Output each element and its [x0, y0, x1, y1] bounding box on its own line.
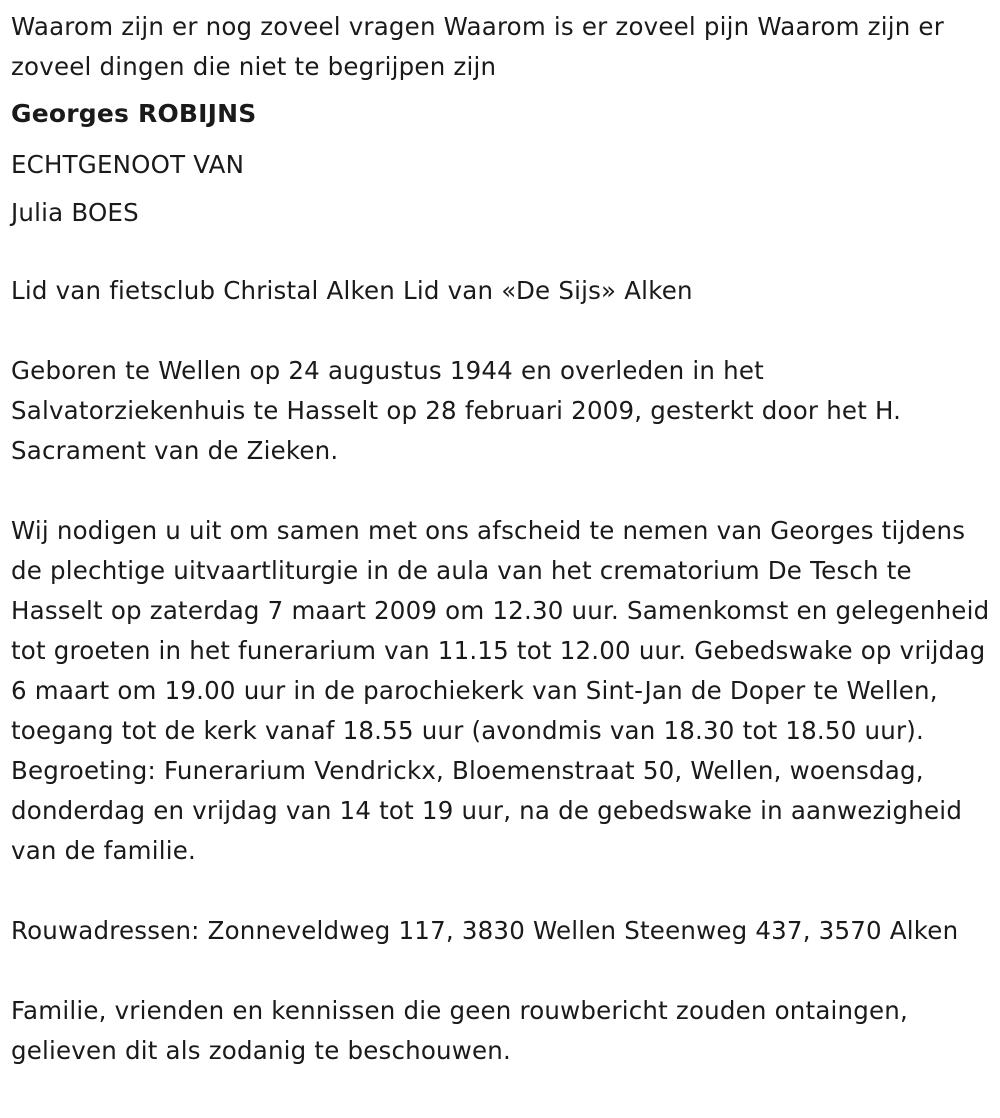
spacer: [11, 871, 990, 911]
invitation-text: Wij nodigen u uit om samen met ons afscheid te nemen van Georges tijdens de plechtige uitvaartliturgie in de aula van het crematorium De Tesch te Hasselt op zaterdag 7 maart 2009 om 12.30 uur. Samenkomst en gelegenheid tot groeten in het funerarium van 11.15 tot 12.00 uur. Gebedswake op vrijdag 6 maart om 19.00 uur in de parochiekerk van Sint-Jan de Doper te Wellen, toegang tot de kerk vanaf 18.55 uur (avondmis van 18.30 tot 18.50 uur). Begroeting: Funerarium Vendrickx, Bloemenstraat 50, Wellen, woensdag, donderdag en vrijdag van 14 tot 19 uur, na de gebedswake in aanwezigheid van de familie.: [11, 516, 990, 865]
deceased-name: Georges ROBIJNS: [11, 99, 257, 128]
memberships-text: Lid van fietsclub Christal Alken Lid van «De Sijs» Alken: [11, 276, 693, 305]
birth-death-text: Geboren te Wellen op 24 augustus 1944 en overleden in het Salvatorziekenhuis te Hasselt op 28 februari 2009, gesterkt door het H. Sacrament van de Zieken.: [11, 356, 902, 465]
spouse-name: Julia BOES: [11, 198, 139, 227]
spacer: [11, 951, 990, 991]
mourning-addresses: Rouwadressen: Zonneveldweg 117, 3830 Wellen Steenweg 437, 3570 Alken: [11, 916, 959, 945]
relation-label: ECHTGENOOT VAN: [11, 150, 245, 179]
spacer: [11, 311, 990, 351]
closing-note: Familie, vrienden en kennissen die geen rouwbericht zouden ontaingen, gelieven dit als zodanig te beschouwen.: [11, 996, 909, 1065]
opening-poem: Waarom zijn er nog zoveel vragen Waarom is er zoveel pijn Waarom zijn er zoveel dingen die niet te begrijpen zijn: [11, 12, 944, 81]
spacer: [11, 471, 990, 511]
spacer: [11, 237, 990, 271]
